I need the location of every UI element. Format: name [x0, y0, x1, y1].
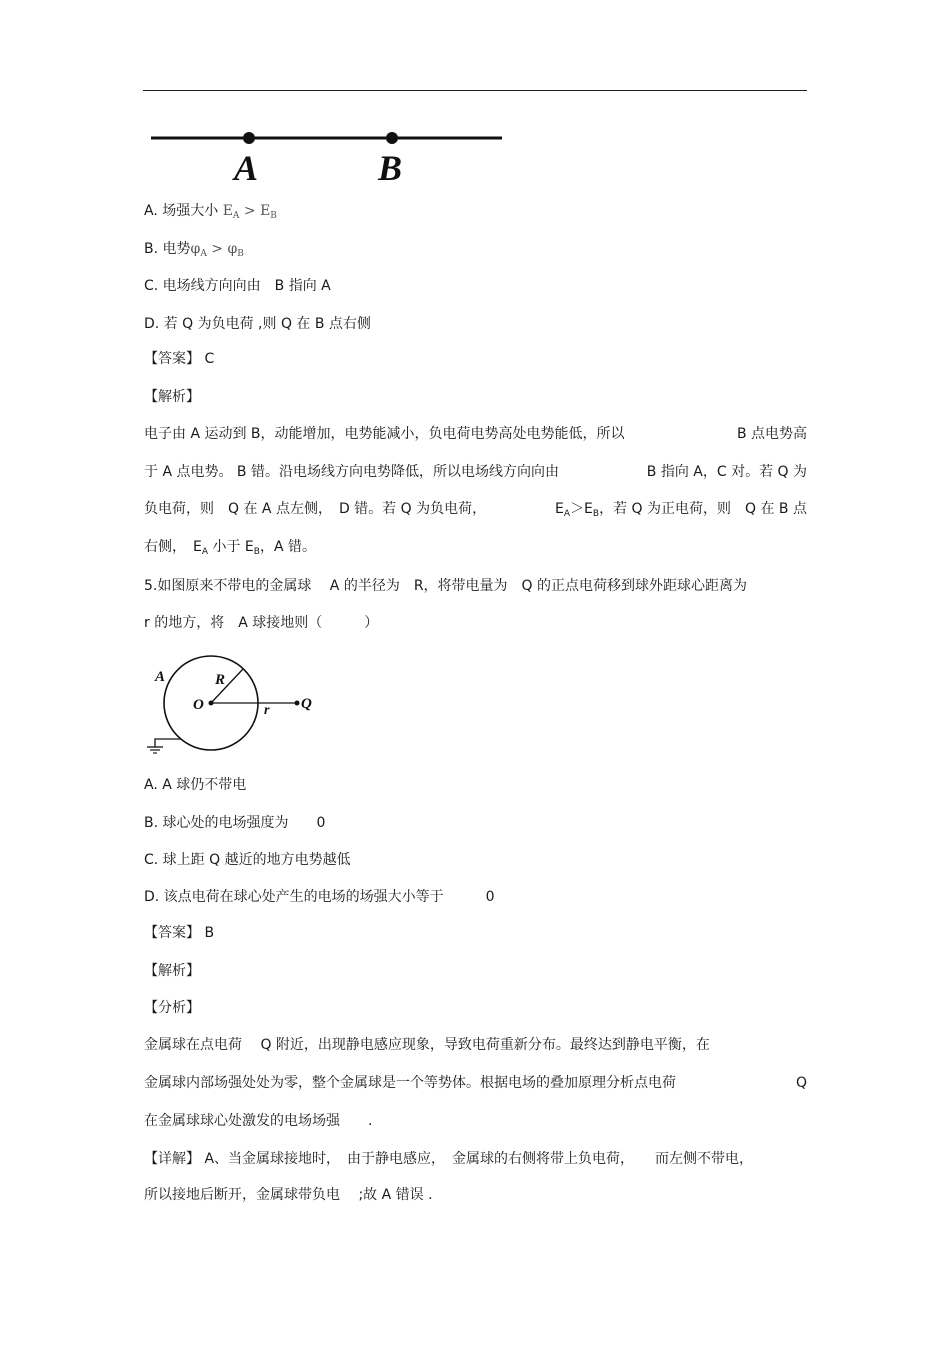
distance-r-label: r: [264, 703, 270, 718]
center-o-label: O: [193, 697, 204, 713]
q5-option-d: D. 该点电荷在球心处产生的电场的场强大小等于 0: [144, 889, 495, 905]
q5-stem-line-2: r 的地方，将 A 球接地则（ ）: [144, 615, 379, 631]
q5-answer: 【答案】 B: [144, 925, 215, 941]
charge-q-label: Q: [301, 696, 312, 712]
q4-option-c: C. 电场线方向向由 B 指向 A: [144, 278, 331, 294]
q4-analysis-line-2: 于 A 点电势。 B 错。沿电场线方向电势降低，所以电场线方向向由 B 指向 A，C 对。若 Q 为: [144, 464, 807, 480]
q5-fenxi-line-3: 在金属球球心处激发的电场场强 .: [144, 1113, 373, 1129]
q4-option-b: B. 电势$\varphi_A > \varphi_B$: [144, 241, 244, 259]
sphere-a-label: A: [155, 669, 166, 685]
q5-stem-line-1: 5.如图原来不带电的金属球 A 的半径为 R，将带电量为 Q 的正点电荷移到球外距球心距离为: [144, 578, 748, 594]
q4-field-line-figure: [148, 124, 508, 186]
q5-sphere-figure: [143, 652, 323, 757]
q5-detail-line-1: 【详解】 A、当金属球接地时， 由于静电感应， 金属球的右侧将带上负电荷， 而左侧不带电，: [144, 1151, 754, 1167]
q5-analysis-heading: 【解析】: [144, 963, 200, 979]
point-a-label: A: [234, 148, 259, 186]
q4-analysis-heading: 【解析】: [144, 389, 200, 405]
q5-detail-line-2: 所以接地后断开，金属球带负电 ;故 A 错误 .: [144, 1187, 433, 1203]
q5-option-a: A. A 球仍不带电: [144, 777, 247, 793]
q4-analysis-line-3: 负电荷，则 Q 在 A 点左侧， D 错。若 Q 为负电荷， $E_A>E_B$，若 Q 为正电荷，则 Q 在 B 点: [144, 501, 807, 519]
q4-analysis-line-4: 右侧， $E_A$ 小于 $E_B$，A 错。: [144, 539, 316, 557]
point-b-label: B: [378, 148, 403, 186]
header-rule: [143, 90, 807, 91]
radius-r-label: R: [215, 672, 226, 688]
q5-fenxi-line-1: 金属球在点电荷 Q 附近，出现静电感应现象，导致电荷重新分布。最终达到静电平衡，在: [144, 1037, 710, 1053]
q4-option-d: D. 若 Q 为负电荷 ,则 Q 在 B 点右侧: [144, 316, 371, 332]
q4-answer: 【答案】 C: [144, 351, 215, 367]
q5-fenxi-line-2: 金属球内部场强处处为零，整个金属球是一个等势体。根据电场的叠加原理分析点电荷 Q: [144, 1075, 807, 1091]
q5-fenxi-heading: 【分析】: [144, 1000, 200, 1016]
q5-option-b: B. 球心处的电场强度为 0: [144, 815, 326, 831]
q4-option-a: A. 场强大小 $E_A > E_B$: [144, 203, 277, 221]
q5-option-c: C. 球上距 Q 越近的地方电势越低: [144, 852, 351, 868]
q4-analysis-line-1: 电子由 A 运动到 B，动能增加，电势能减小，负电荷电势高处电势能低，所以 B 点电势高: [144, 426, 807, 442]
